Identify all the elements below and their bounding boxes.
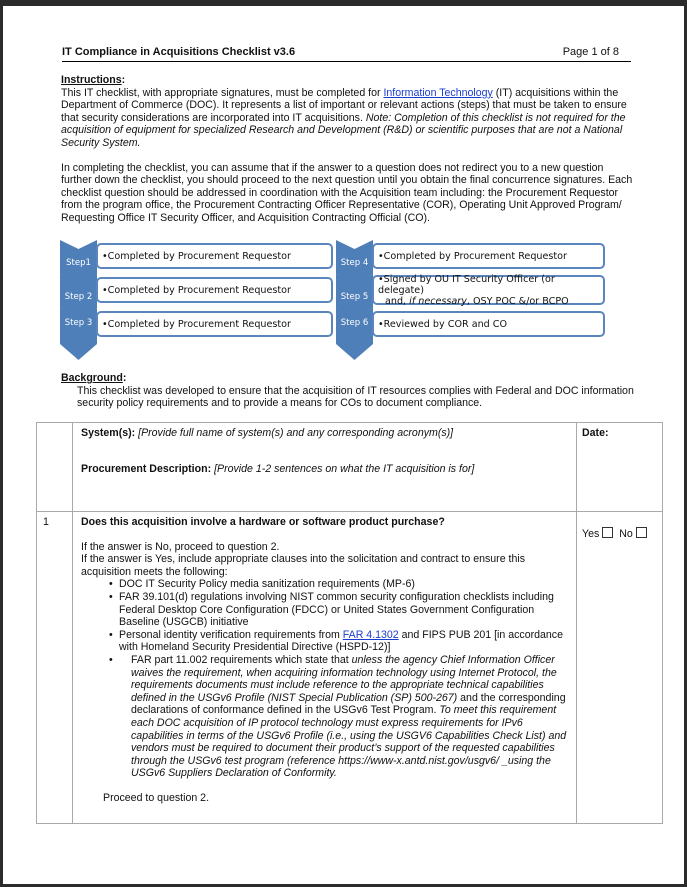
process-steps-diagram (60, 240, 610, 360)
instructions-paragraph-2: In completing the checklist, you can assume that if the answer to a question does not redirect you to a new question further down the checklist, you should proceed to the next question until you obtain the final concurrence signatures. Each checklist question should be addressed in coordination with the Acquisition team including: the Procurement Requestor from the program office, the Procurement Contracting Officer Representative (COR), Operating Unit Approved Program/ Requesting Office IT Security Officer, and Acquisition Contracting Official (CO). (61, 161, 633, 224)
information-technology-link[interactable]: Information Technology (383, 86, 493, 99)
question-1-answer: Yes No (582, 527, 647, 541)
step-4-box: •Completed by Procurement Requestor (372, 243, 605, 269)
question-1-text: Does this acquisition involve a hardware or software product purchase? (81, 516, 445, 528)
step-6-box: •Reviewed by COR and CO (372, 311, 605, 337)
yes-checkbox[interactable] (602, 527, 613, 538)
procurement-description-field[interactable]: Procurement Description: [Provide 1-2 sentences on what the IT acquisition is for] (81, 463, 475, 475)
background-heading: Background (61, 372, 123, 384)
step-1-box: •Completed by Procurement Requestor (96, 243, 333, 269)
question-1-content: Does this acquisition involve a hardware or software product purchase? If the answer is No, proceed to question 2. If the answer is Yes, include appropriate clauses into the solicitation and contract to ensure this acquisition meets the following: • DOC IT Security Policy media sanitization requirements (MP-6) • FAR 39.101(d) regulations involving NIST common security configuration checklists including Federal Desktop Core Configuration (FDCC) or United States Government Configuration Baseline (USGCB) initiative • Personal identity verification requirements from FAR 4.1302 and FIPS PUB 201 [in accordance with Homeland Security Presidential Directive (HSPD-12)] • FAR part 11.002 requirements which state that unless the agency Chief Information Officer waives the requirement, when acquiring information technology using Internet Protocol, the requirements documents must include reference to the appropriate technical capabilities defined in the USGv6 Profile (NIST Special Publication (SP) 500-267) and the corresponding declarations of conformance defined in the USGv6 Test Program. To meet this requirement each DOC acquisition of IP protocol technology must express requirements for IPv6 capabilities in terms of the USGv6 Profile (i.e., using the USGV6 Capabilities Check List) and vendors must be required to document their product’s support of the requested capabilities through the USGv6 test program (reference https://www-x.antd.nist.gov/usgv6/ _using the USGv6 Suppliers Declaration of Conformity. Proceed to question 2. (81, 516, 573, 804)
background-section: Background: This checklist was developed to ensure that the acquisition of IT resources complies with Federal and DOC information security policy requirements and to provide a means for COs to document compliance. (61, 372, 636, 410)
instructions-paragraph-1: This IT checklist, with appropriate signatures, must be completed for Information Technology (IT) acquisitions within the Department of Commerce (DOC). It represents a list of important or relevant actions (steps) that must be taken to ensure that security considerations are incorporated into IT acquisitions. Note: Completion of this checklist is not required for the acquisition of equipment for specialized Research and Development (R&D) or scientific purposes that are not a National Security System. (61, 86, 627, 149)
page-number: Page 1 of 8 (562, 46, 619, 58)
date-field[interactable]: Date: (582, 427, 609, 439)
background-text: This checklist was developed to ensure that the acquisition of IT resources complies with Federal and DOC information security policy requirements and to provide a means for COs to document compliance. (77, 384, 634, 410)
step-5-box: •Signed by OU IT Security Officer (or delegate) and, if necessary, OSY POC &/or BCPO (372, 275, 605, 305)
no-checkbox[interactable] (636, 527, 647, 538)
system-field[interactable]: System(s): [Provide full name of system(s) and any corresponding acronym(s)] (81, 427, 454, 439)
step-6-chevron: Step 6 (336, 308, 373, 348)
checklist-table (36, 422, 663, 824)
page-header (62, 46, 631, 62)
step-3-chevron: Step 3 (60, 308, 97, 348)
step-2-chevron: Step 2 (60, 274, 97, 314)
instructions-section: Instructions: This IT checklist, with appropriate signatures, must be completed for Information Technology (IT) acquisitions within the Department of Commerce (DOC). It represents a list of important or relevant actions (steps) that must be taken to ensure that security considerations are incorporated into IT acquisitions. Note: Completion of this checklist is not required for the acquisition of equipment for specialized Research and Development (R&D) or scientific purposes that are not a National Security System. In completing the checklist, you can assume that if the answer to a question does not redirect you to a new question further down the checklist, you should proceed to the next question until you obtain the final concurrence signatures. Each checklist question should be addressed in coordination with the Acquisition team including: the Procurement Requestor from the program office, the Procurement Contracting Officer Representative (COR), Operating Unit Approved Program/ Requesting Office IT Security Officer, and Acquisition Contracting Official (CO). (61, 74, 636, 225)
question-number: 1 (43, 516, 49, 528)
step-5-chevron: Step 5 (336, 274, 373, 314)
document-title: IT Compliance in Acquisitions Checklist v3.6 (62, 46, 296, 58)
far-4-1302-link[interactable]: FAR 4.1302 (342, 628, 399, 641)
step-2-box: •Completed by Procurement Requestor (96, 277, 333, 303)
step-3-box: •Completed by Procurement Requestor (96, 311, 333, 337)
step-1-chevron: Step1 (60, 240, 97, 280)
instructions-heading: Instructions (61, 74, 122, 86)
step-4-chevron: Step 4 (336, 240, 373, 280)
